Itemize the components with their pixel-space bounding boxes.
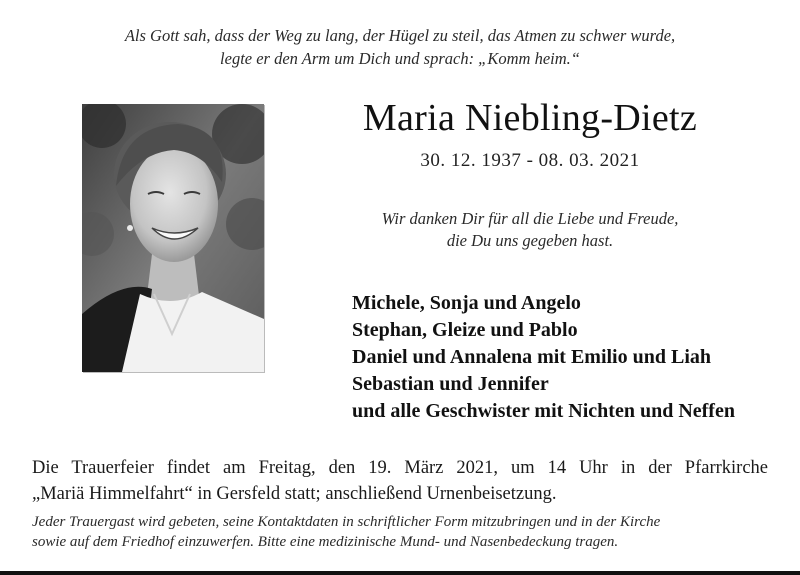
mourners-list <box>352 290 735 425</box>
thanks-message <box>300 208 760 252</box>
portrait-photo <box>82 104 264 372</box>
ceremony-line-1: Die Trauerfeier findet am Freitag, den 19. März 2021, um 14 Uhr in der Pfarrkirche <box>32 458 768 478</box>
notice-line-1: Jeder Trauergast wird gebeten, seine Kontaktdaten in schriftlicher Form mitzubringen und in der Kirche <box>32 514 661 530</box>
bottom-border <box>0 571 800 575</box>
covid-notice <box>32 512 772 552</box>
thanks-line-1: Wir danken Dir für all die Liebe und Freude, <box>381 209 679 228</box>
mourner-line: Sebastian und Jennifer <box>352 373 549 395</box>
poem-line-2: legte er den Arm um Dich und sprach: „Komm heim.“ <box>220 49 580 68</box>
notice-line-2: sowie auf dem Friedhof einzuwerfen. Bitte eine medizinische Mund- und Nasenbedeckung tragen. <box>32 534 619 550</box>
poem-line-1: Als Gott sah, dass der Weg zu lang, der Hügel zu steil, das Atmen zu schwer wurde, <box>124 26 676 45</box>
deceased-name: Maria Niebling-Dietz <box>362 97 698 139</box>
ceremony-line-2: „Mariä Himmelfahrt“ in Gersfeld statt; anschließend Urnenbeisetzung. <box>32 484 557 504</box>
thanks-line-2: die Du uns gegeben hast. <box>446 231 614 250</box>
mourner-line: Stephan, Gleize und Pablo <box>352 319 578 341</box>
ceremony-info <box>32 455 768 507</box>
life-dates: 30. 12. 1937 - 08. 03. 2021 <box>420 150 640 171</box>
mourner-line: Michele, Sonja und Angelo <box>352 292 581 314</box>
mourner-line: und alle Geschwister mit Nichten und Neffen <box>352 400 735 422</box>
poem-quote <box>40 24 760 70</box>
mourner-line: Daniel und Annalena mit Emilio und Liah <box>352 346 712 368</box>
